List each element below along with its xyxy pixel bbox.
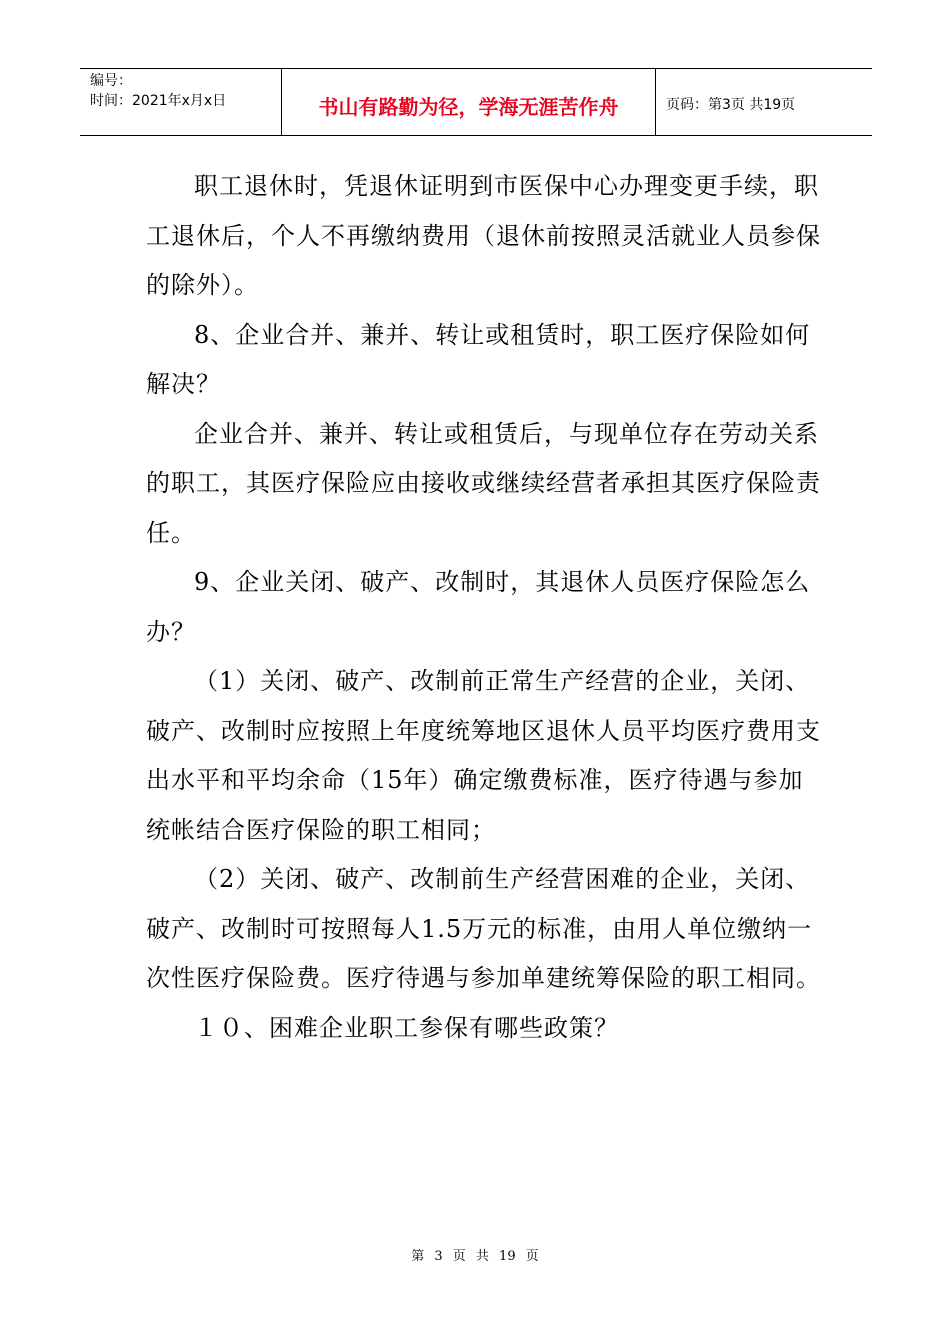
document-number-label: 编号：: [90, 73, 132, 89]
footer-page-number: 第 3 页 共 19 页: [411, 1249, 539, 1264]
header-page-cell: [656, 69, 872, 135]
question-10-heading: １０、困难企业职工参保有哪些政策？: [194, 1013, 619, 1042]
answer-9-item-2: （2）关闭、破产、改制前生产经营困难的企业，关闭、破产、改制时可按照每人1.5万元的标准，由用人单位缴纳一次性医疗保险费。医疗待遇与参加单建统筹保险的职工相同。: [146, 865, 821, 992]
document-date: 时间：2021年x月x日: [90, 93, 227, 109]
header-motto-cell: [282, 69, 656, 135]
document-body: [146, 162, 826, 1053]
header-meta-cell: [80, 69, 282, 135]
question-8-heading: 8、企业合并、兼并、转让或租赁时，职工医疗保险如何解决？: [146, 320, 811, 398]
question-9-heading: 9、企业关闭、破产、改制时，其退休人员医疗保险怎么办？: [146, 568, 811, 646]
page-footer: [0, 1245, 950, 1264]
header-motto: 书山有路勤为径，学海无涯苦作舟: [318, 94, 619, 119]
paragraph-retirement-change: 职工退休时，凭退休证明到市医保中心办理变更手续，职工退休后，个人不再缴纳费用（退休前按照灵活就业人员参保的除外）。: [146, 172, 821, 299]
header-page-info: 页码：第3页 共19页: [666, 97, 796, 113]
answer-8-paragraph: 企业合并、兼并、转让或租赁后，与现单位存在劳动关系的职工，其医疗保险应由接收或继续经营者承担其医疗保险责任。: [146, 419, 821, 547]
answer-9-item-1: （1）关闭、破产、改制前正常生产经营的企业，关闭、破产、改制时应按照上年度统筹地区退休人员平均医疗费用支出水平和平均余命（15年）确定缴费标准，医疗待遇与参加统帐结合医疗保险的职工相同；: [146, 667, 821, 844]
page-header: [80, 68, 872, 136]
